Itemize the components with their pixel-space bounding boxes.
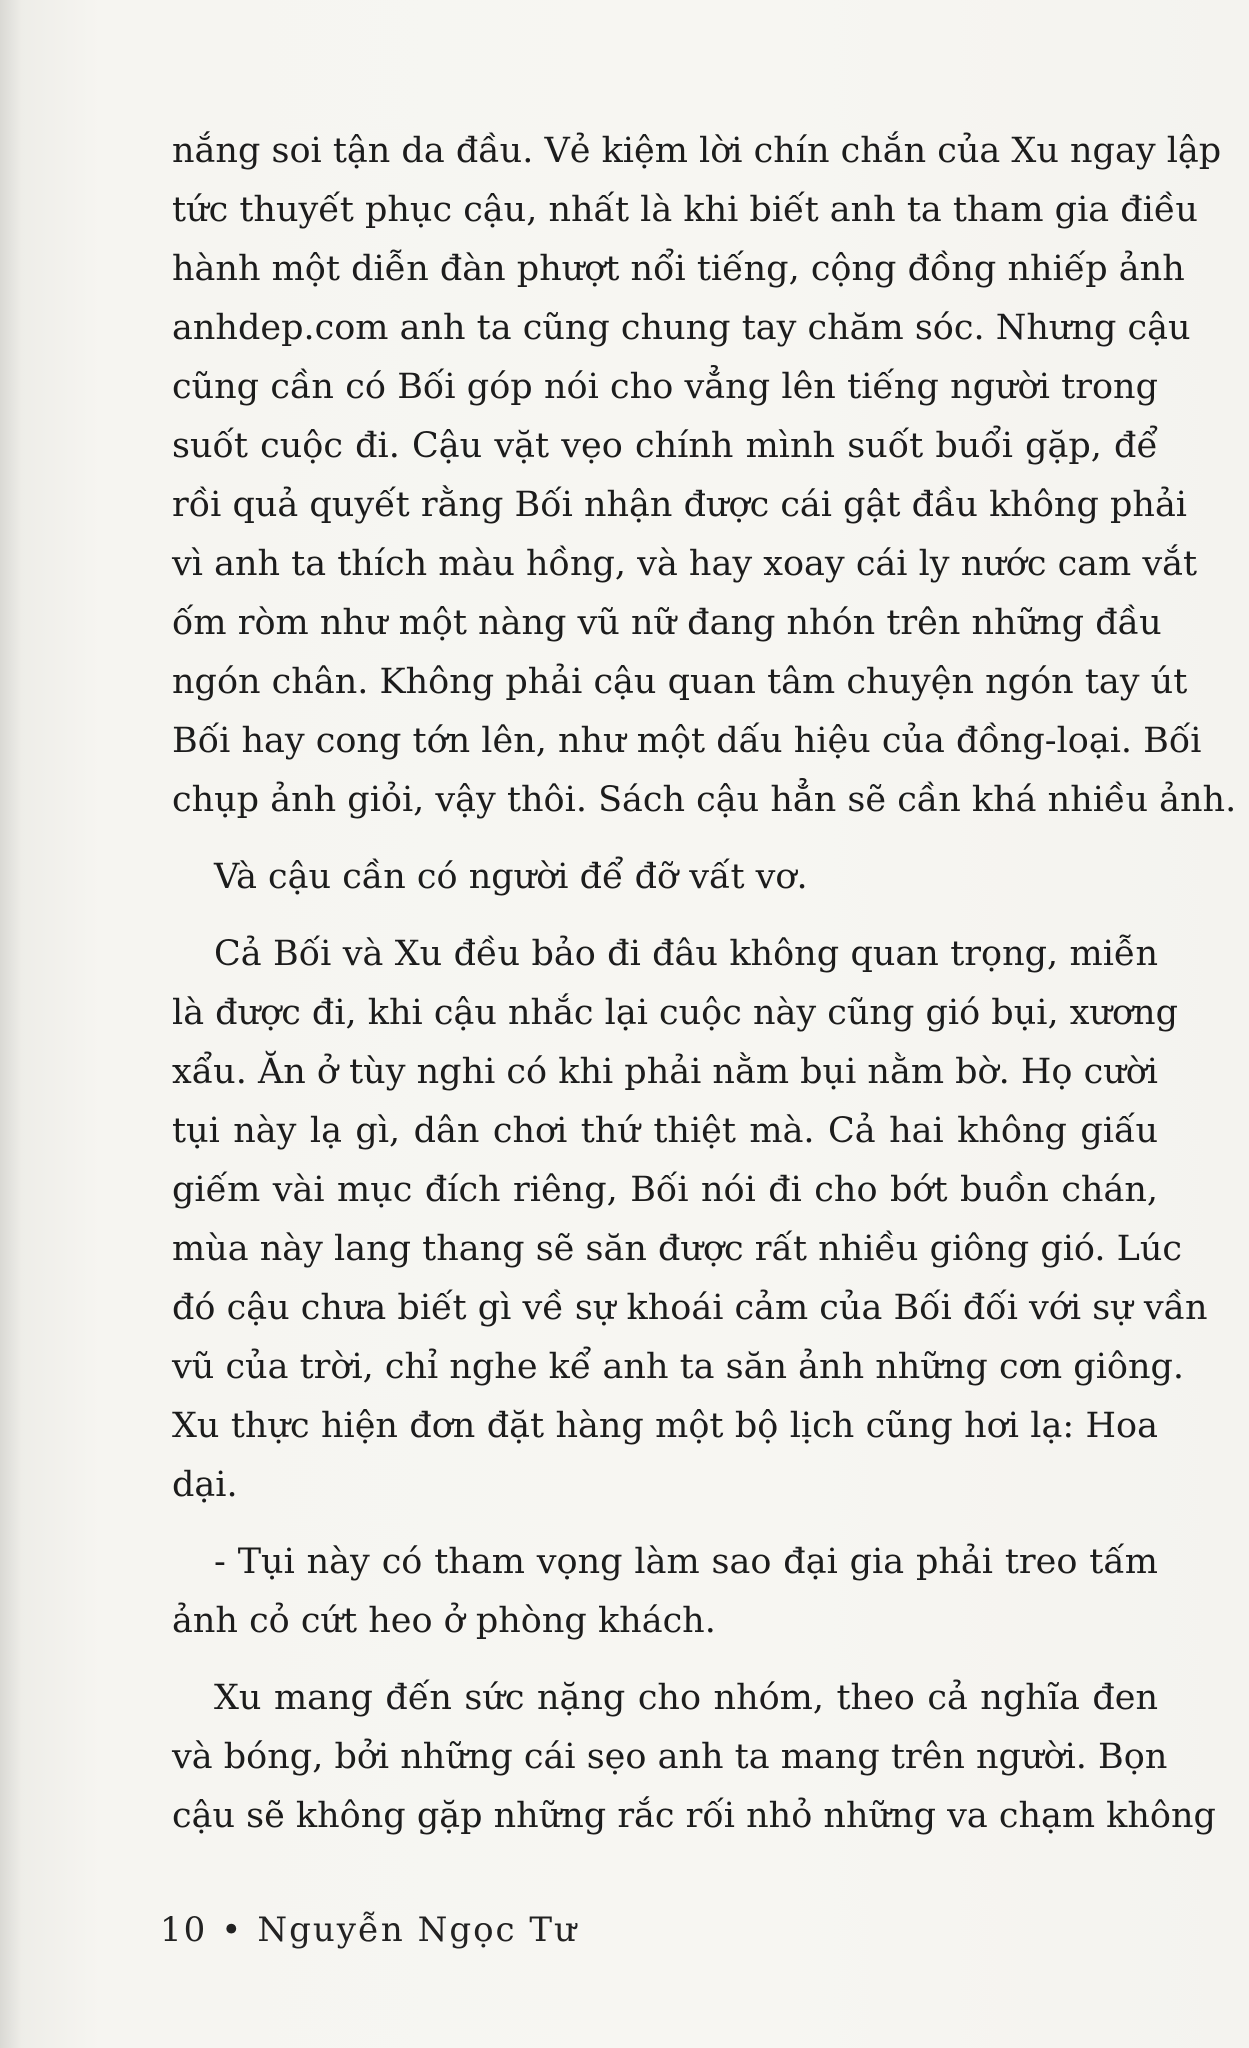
text-line: xẩu. Ăn ở tùy nghi có khi phải nằm bụi nằm bờ. Họ cười xyxy=(172,1052,1158,1092)
text-line: - Tụi này có tham vọng làm sao đại gia phải treo tấm xyxy=(214,1542,1158,1582)
text-line: tức thuyết phục cậu, nhất là khi biết anh ta tham gia điều xyxy=(172,190,1198,230)
text-line: Cả Bối và Xu đều bảo đi đâu không quan trọng, miễn xyxy=(214,934,1158,974)
paragraph xyxy=(172,122,1237,830)
text-line: tụi này lạ gì, dân chơi thứ thiệt mà. Cả hai không giấu xyxy=(172,1111,1158,1151)
text-line: Và cậu cần có người để đỡ vất vơ. xyxy=(214,857,808,897)
text-line: ốm ròm như một nàng vũ nữ đang nhón trên những đầu xyxy=(172,603,1162,643)
text-line: ngón chân. Không phải cậu quan tâm chuyện ngón tay út xyxy=(172,662,1188,702)
text-line: cũng cần có Bối góp nói cho vẳng lên tiếng người trong xyxy=(172,367,1158,407)
text-line: hành một diễn đàn phượt nổi tiếng, cộng đồng nhiếp ảnh xyxy=(172,249,1185,289)
body-text xyxy=(172,122,1237,1864)
text-line: vũ của trời, chỉ nghe kể anh ta săn ảnh những cơn giông. xyxy=(172,1347,1185,1387)
text-line: chụp ảnh giỏi, vậy thôi. Sách cậu hẳn sẽ cần khá nhiều ảnh. xyxy=(172,780,1237,820)
text-line: suốt cuộc đi. Cậu vặt vẹo chính mình suốt buổi gặp, để xyxy=(172,426,1158,466)
text-line: nắng soi tận da đầu. Vẻ kiệm lời chín chắn của Xu ngay lập xyxy=(172,131,1222,171)
text-line: Xu thực hiện đơn đặt hàng một bộ lịch cũng hơi lạ: Hoa xyxy=(172,1406,1158,1446)
footer-separator: • xyxy=(221,1910,244,1950)
text-line: ảnh cỏ cứt heo ở phòng khách. xyxy=(172,1601,716,1641)
author-name: Nguyễn Ngọc Tư xyxy=(257,1910,578,1950)
text-line: và bóng, bởi những cái sẹo anh ta mang trên người. Bọn xyxy=(172,1737,1168,1777)
text-line: dại. xyxy=(172,1465,238,1505)
page-edge-shadow xyxy=(0,0,22,2048)
page-footer xyxy=(160,1910,578,1950)
text-line: mùa này lang thang sẽ săn được rất nhiều giông gió. Lúc xyxy=(172,1229,1183,1269)
paragraph xyxy=(172,925,1208,1515)
text-line: Bối hay cong tớn lên, như một dấu hiệu của đồng-loại. Bối xyxy=(172,721,1202,761)
text-line: Xu mang đến sức nặng cho nhóm, theo cả nghĩa đen xyxy=(214,1678,1158,1718)
text-line: cậu sẽ không gặp những rắc rối nhỏ những va chạm không xyxy=(172,1796,1216,1836)
paragraph xyxy=(172,1669,1216,1846)
page-number: 10 xyxy=(160,1910,208,1950)
text-line: là được đi, khi cậu nhắc lại cuộc này cũng gió bụi, xương xyxy=(172,993,1178,1033)
paragraph xyxy=(172,1533,1158,1651)
text-line: vì anh ta thích màu hồng, và hay xoay cái ly nước cam vắt xyxy=(172,544,1198,584)
paragraph xyxy=(172,848,1158,907)
text-line: đó cậu chưa biết gì về sự khoái cảm của Bối đối với sự vần xyxy=(172,1288,1208,1328)
text-line: anhdep.com anh ta cũng chung tay chăm sóc. Nhưng cậu xyxy=(172,308,1191,348)
text-line: giếm vài mục đích riêng, Bối nói đi cho bớt buồn chán, xyxy=(172,1170,1158,1210)
text-line: rồi quả quyết rằng Bối nhận được cái gật đầu không phải xyxy=(172,485,1187,525)
